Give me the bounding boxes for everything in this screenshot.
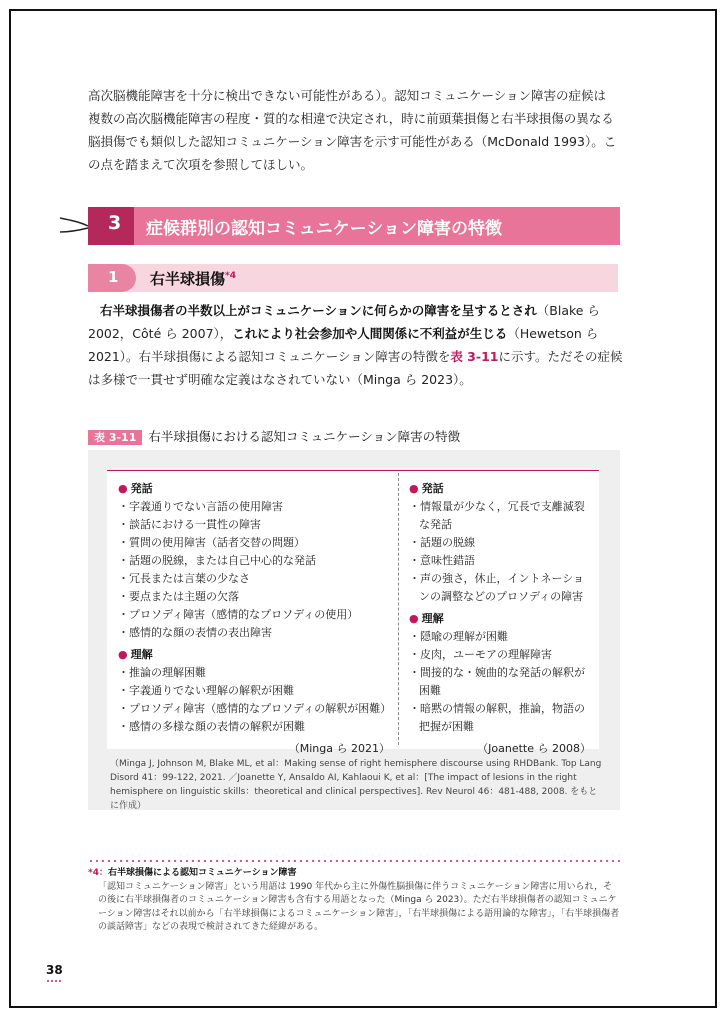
subsection-number: 1 bbox=[108, 268, 119, 286]
subsection-title: 右半球損傷$^{*4}$ bbox=[150, 270, 236, 288]
table-label: 表 3-11 bbox=[88, 430, 142, 445]
list-item: ・情報量が少なく，冗長で支離滅裂な発話 bbox=[409, 500, 585, 531]
table-caption: 表 3-11 右半球損傷における認知コミュニケーション障害の特徴 bbox=[88, 427, 460, 445]
footnote-text: 「認知コミュニケーション障害」という用語は 1990 年代から主に外傷性脳損傷に伴うコミュニケーション障害に用いられ，その後に右半球損傷者のコミュニケーション障害も含有する用語となった（Minga ら 2023）。ただ右半球損傷者の認知コミュニケーション障害はそれ以前から「右半球損傷によるコミュニケーション障害」，「右半球損傷による語用論的な障害」，「右半球損傷者の談話障害」などの表現で検討されてきた経緯がある。 bbox=[98, 881, 620, 932]
list-item: ・皮肉，ユーモアの理解障害 bbox=[409, 648, 552, 661]
list-item: ・感情的な顔の表情の表出障害 bbox=[118, 626, 272, 639]
table-source-note: （Minga J, Johnson M, Blake ML, et al：Making sense of right hemisphere discourse using RHDBank. Top Lang Disord 41：99-122, 2021. ／Joanette Y, Ansaldo AI, Kahlaoui K, et al：[The impact of lesions in the right hemisphere on linguistic skills：theoretical and clinical perspectives]. Rev Neurol 46：481-488, 2008. をもとに作成） bbox=[110, 759, 602, 811]
list-item: ・プロソディ障害（感情的なプロソディの解釈が困難） bbox=[118, 702, 392, 715]
page-number: 38 bbox=[46, 963, 63, 977]
list-item: ・話題の脱線，または自己中心的な発話 bbox=[118, 554, 316, 567]
bullet-icon: ● bbox=[118, 648, 128, 661]
section-number: 3 bbox=[108, 212, 122, 234]
section-heading bbox=[88, 207, 620, 245]
section-swirl-icon bbox=[58, 208, 90, 242]
bullet-icon: ● bbox=[118, 482, 128, 495]
list-item: ・話題の脱線 bbox=[409, 536, 475, 549]
left-heading-comprehension: ● 理解 bbox=[118, 648, 153, 661]
right-heading-speech: ● 発話 bbox=[409, 482, 444, 495]
table-right-column bbox=[409, 480, 591, 758]
body-paragraph: 右半球損傷者の半数以上がコミュニケーションに何らかの障害を呈するとされ（Blake ら 2002，Côté ら 2007），これにより社会参加や人間関係に不利益が生じる（Hewetson ら 2021）。右半球損傷による認知コミュニケーション障害の特徴を表 3-11に示す。ただその症候 は多様で一貫せず明確な定義はなされていない（Minga ら 2023）。 bbox=[88, 303, 623, 387]
list-item: ・プロソディ障害（感情的なプロソディの使用） bbox=[118, 608, 359, 621]
table-divider bbox=[398, 473, 400, 745]
list-item: ・声の強さ，休止，イントネーションの調整などのプロソディの障害 bbox=[409, 572, 585, 603]
list-item: ・感情の多様な顔の表情の解釈が困難 bbox=[118, 720, 305, 733]
subsection-heading bbox=[88, 264, 618, 292]
footnote bbox=[88, 867, 620, 935]
table-reference-link[interactable]: 表 3-11 bbox=[450, 349, 499, 364]
left-heading-speech: ● 発話 bbox=[118, 482, 153, 495]
left-source: （Minga ら 2021） bbox=[288, 742, 390, 755]
section-title: 症候群別の認知コミュニケーション障害の特徴 bbox=[146, 219, 502, 239]
list-item: ・字義通りでない言語の使用障害 bbox=[118, 500, 283, 513]
list-item: ・談話における一貫性の障害 bbox=[118, 518, 261, 531]
list-item: ・隠喩の理解が困難 bbox=[409, 630, 508, 643]
list-item: ・字義通りでない理解の解釈が困難 bbox=[118, 684, 294, 697]
page-number-dots bbox=[46, 980, 62, 982]
bullet-icon: ● bbox=[409, 482, 419, 495]
list-item: ・意味性錯語 bbox=[409, 554, 475, 567]
right-heading-comprehension: ● 理解 bbox=[409, 612, 444, 625]
right-source: （Joanette ら 2008） bbox=[477, 742, 591, 755]
footnote-divider bbox=[88, 860, 620, 862]
list-item: ・推論の理解困難 bbox=[118, 666, 206, 679]
table-left-column bbox=[118, 480, 390, 758]
intro-paragraph: 高次脳機能障害を十分に検出できない可能性がある）。認知コミュニケーション障害の症候は 複数の高次脳機能障害の程度・質的な相違で決定され，時に前頭葉損傷と右半球損傷の異なる 脳損傷でも類似した認知コミュニケーション障害を示す可能性がある（McDonald 1993）。こ の点を踏まえて次項を参照してほしい。 bbox=[88, 88, 617, 172]
list-item: ・要点または主題の欠落 bbox=[118, 590, 239, 603]
footnote-ref: *4 bbox=[225, 271, 236, 281]
bullet-icon: ● bbox=[409, 612, 419, 625]
list-item: ・質問の使用障害（話者交替の問題） bbox=[118, 536, 305, 549]
footnote-heading: *4：右半球損傷による認知コミュニケーション障害 bbox=[88, 868, 297, 878]
list-item: ・間接的な・婉曲的な発話の解釈が困難 bbox=[409, 666, 585, 697]
list-item: ・冗長または言葉の少なさ bbox=[118, 572, 250, 585]
list-item: ・暗黙の情報の解釈，推論，物語の把握が困難 bbox=[409, 702, 585, 733]
